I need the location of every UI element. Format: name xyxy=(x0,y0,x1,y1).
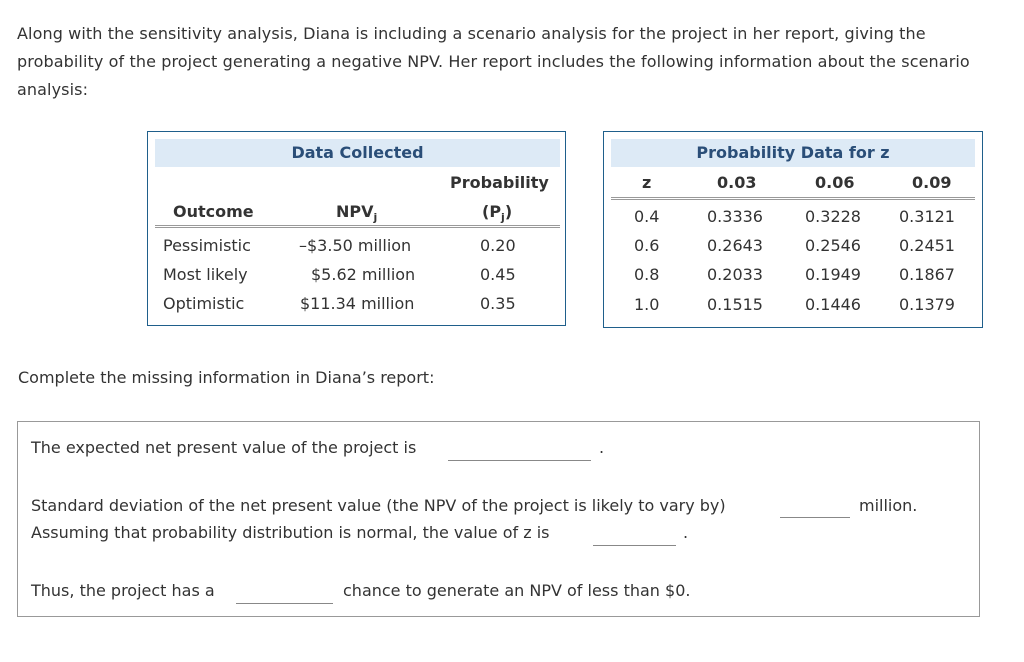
data-collected-title: Data Collected xyxy=(155,139,560,167)
z-prob: 0.2033 xyxy=(707,265,763,284)
z-prob: 0.1446 xyxy=(805,295,861,314)
z-value: 0.4 xyxy=(634,207,660,226)
z-prob: 0.2451 xyxy=(899,236,955,255)
z-value: 0.6 xyxy=(634,236,660,255)
row-outcome: Optimistic xyxy=(163,294,245,313)
row-npv: –$3.50 million xyxy=(299,236,412,255)
expected-npv-label: The expected net present value of the project is xyxy=(31,438,417,457)
header-divider xyxy=(155,225,560,228)
probability-input[interactable] xyxy=(236,584,333,604)
std-dev-unit: million. xyxy=(859,496,918,515)
z-col-header: 0.03 xyxy=(717,173,757,192)
instruction-text: Complete the missing information in Diana’s report: xyxy=(18,368,435,387)
z-probability-table xyxy=(603,131,983,328)
row-npv: $5.62 million xyxy=(311,265,416,284)
expected-npv-input[interactable] xyxy=(448,441,591,461)
probability-header-line2: $(P_j)$ xyxy=(482,202,513,225)
z-prob: 0.3228 xyxy=(805,207,861,226)
answer-panel xyxy=(17,421,980,617)
z-prob: 0.1379 xyxy=(899,295,955,314)
intro-line-1: Along with the sensitivity analysis, Diana is including a scenario analysis for the project in her report, giving the xyxy=(17,24,926,43)
z-col-header: 0.06 xyxy=(815,173,855,192)
row-npv: $11.34 million xyxy=(300,294,415,313)
chance-label: chance to generate an NPV of less than $0. xyxy=(343,581,691,600)
z-prob: 0.3121 xyxy=(899,207,955,226)
std-dev-label: Standard deviation of the net present value (the NPV of the project is likely to vary by) xyxy=(31,496,726,515)
probability-label: Thus, the project has a xyxy=(31,581,215,600)
period: . xyxy=(599,438,605,457)
z-header: z xyxy=(642,173,652,192)
z-table-title: Probability Data for z xyxy=(611,139,975,167)
row-outcome: Pessimistic xyxy=(163,236,251,255)
npv-header: $NPV_j$ xyxy=(336,202,378,225)
z-prob: 0.2546 xyxy=(805,236,861,255)
z-header-divider xyxy=(611,197,975,200)
z-value: 0.8 xyxy=(634,265,660,284)
row-prob: 0.35 xyxy=(480,294,516,313)
outcome-header: Outcome xyxy=(173,202,254,221)
probability-header-line1: Probability xyxy=(450,173,549,192)
intro-line-3: analysis: xyxy=(17,80,89,99)
std-dev-input[interactable] xyxy=(780,498,850,518)
row-prob: 0.45 xyxy=(480,265,516,284)
z-prob: 0.1949 xyxy=(805,265,861,284)
z-prob: 0.2643 xyxy=(707,236,763,255)
z-value-label: Assuming that probability distribution is normal, the value of z is xyxy=(31,523,550,542)
row-prob: 0.20 xyxy=(480,236,516,255)
intro-line-2: probability of the project generating a negative NPV. Her report includes the following information about the scenario xyxy=(17,52,970,71)
z-value: 1.0 xyxy=(634,295,660,314)
period: . xyxy=(683,523,689,542)
z-prob: 0.1867 xyxy=(899,265,955,284)
z-value-input[interactable] xyxy=(593,526,676,546)
z-prob: 0.1515 xyxy=(707,295,763,314)
intro-paragraph xyxy=(17,20,1017,104)
z-col-header: 0.09 xyxy=(912,173,952,192)
z-prob: 0.3336 xyxy=(707,207,763,226)
data-collected-table xyxy=(147,131,566,326)
row-outcome: Most likely xyxy=(163,265,248,284)
